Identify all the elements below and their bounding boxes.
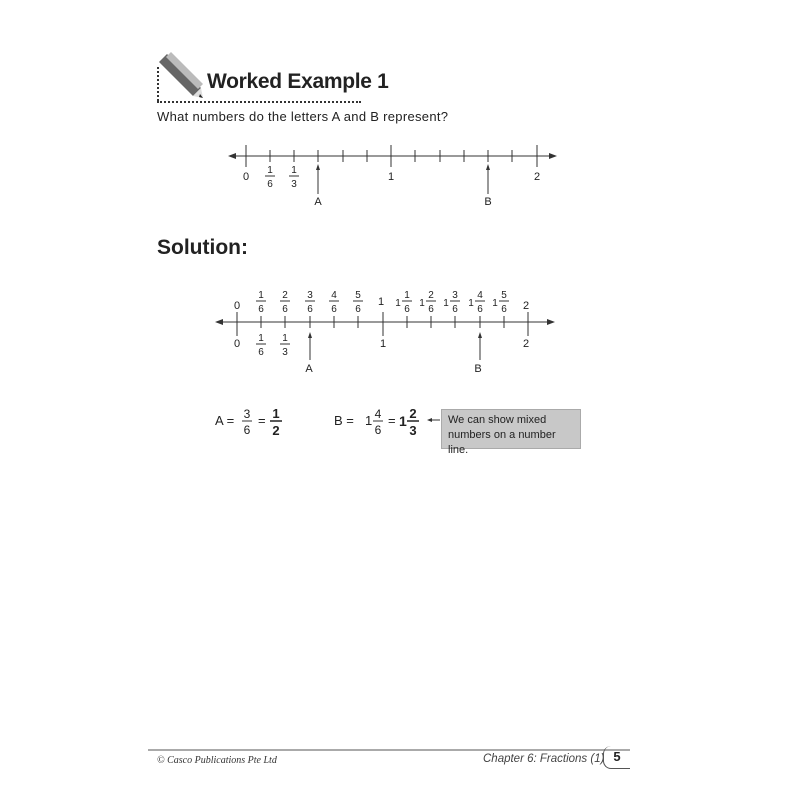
svg-text:6: 6: [243, 423, 251, 437]
svg-text:3: 3: [452, 290, 458, 301]
svg-text:1: 1: [365, 413, 373, 428]
svg-text:=: =: [388, 413, 396, 428]
svg-text:B =: B =: [334, 413, 354, 428]
svg-text:A: A: [305, 363, 313, 375]
svg-text:6: 6: [374, 423, 382, 437]
svg-text:1: 1: [399, 413, 407, 429]
svg-text:1: 1: [468, 298, 474, 309]
svg-text:0: 0: [233, 300, 241, 312]
svg-text:1: 1: [258, 290, 264, 301]
svg-text:0: 0: [242, 171, 250, 183]
callout-note: We can show mixed numbers on a number line.: [441, 409, 581, 449]
svg-text:3: 3: [307, 290, 313, 301]
svg-text:1: 1: [443, 298, 449, 309]
svg-text:2: 2: [282, 290, 288, 301]
svg-text:6: 6: [404, 304, 410, 315]
footer-divider: [148, 749, 630, 751]
svg-text:3: 3: [282, 347, 288, 358]
svg-text:1: 1: [272, 406, 280, 421]
question-text: What numbers do the letters A and B represent?: [157, 109, 449, 124]
svg-text:2: 2: [522, 338, 530, 350]
svg-text:3: 3: [243, 407, 251, 421]
svg-text:6: 6: [258, 304, 264, 315]
svg-text:1: 1: [258, 333, 264, 344]
svg-text:B: B: [484, 196, 492, 208]
svg-text:2: 2: [272, 423, 280, 438]
svg-text:A: A: [314, 196, 322, 208]
svg-text:1: 1: [267, 165, 273, 176]
svg-text:=: =: [258, 413, 266, 428]
svg-text:1: 1: [419, 298, 425, 309]
svg-text:B: B: [474, 363, 482, 375]
svg-text:5: 5: [501, 290, 507, 301]
svg-text:0: 0: [233, 338, 241, 350]
svg-text:1: 1: [404, 290, 410, 301]
svg-text:6: 6: [258, 347, 264, 358]
svg-text:6: 6: [477, 304, 483, 315]
svg-text:6: 6: [428, 304, 434, 315]
svg-text:2: 2: [522, 300, 530, 312]
page-title: Worked Example 1: [207, 70, 389, 93]
page-number: 5: [603, 746, 630, 769]
svg-text:A =: A =: [215, 413, 235, 428]
svg-text:6: 6: [307, 304, 313, 315]
svg-text:2: 2: [428, 290, 434, 301]
svg-text:6: 6: [282, 304, 288, 315]
svg-text:4: 4: [331, 290, 337, 301]
solution-heading: Solution:: [157, 236, 248, 259]
svg-text:1: 1: [387, 171, 395, 183]
publisher-name: Casco Publications Pte Ltd: [167, 755, 277, 766]
svg-text:1: 1: [492, 298, 498, 309]
copyright: [157, 755, 277, 766]
svg-text:3: 3: [409, 423, 417, 438]
svg-text:1: 1: [282, 333, 288, 344]
svg-text:6: 6: [355, 304, 361, 315]
svg-text:4: 4: [477, 290, 483, 301]
svg-text:1: 1: [377, 296, 385, 308]
svg-text:1: 1: [291, 165, 297, 176]
copyright-symbol: ©: [157, 755, 165, 766]
svg-text:2: 2: [533, 171, 541, 183]
svg-text:3: 3: [291, 179, 297, 190]
svg-text:4: 4: [374, 407, 382, 421]
svg-text:6: 6: [331, 304, 337, 315]
svg-text:1: 1: [395, 298, 401, 309]
svg-text:5: 5: [355, 290, 361, 301]
svg-text:6: 6: [267, 179, 273, 190]
svg-text:2: 2: [409, 406, 417, 421]
chapter-label: Chapter 6: Fractions (1): [483, 753, 605, 765]
svg-text:6: 6: [452, 304, 458, 315]
svg-text:1: 1: [379, 338, 387, 350]
svg-text:6: 6: [501, 304, 507, 315]
